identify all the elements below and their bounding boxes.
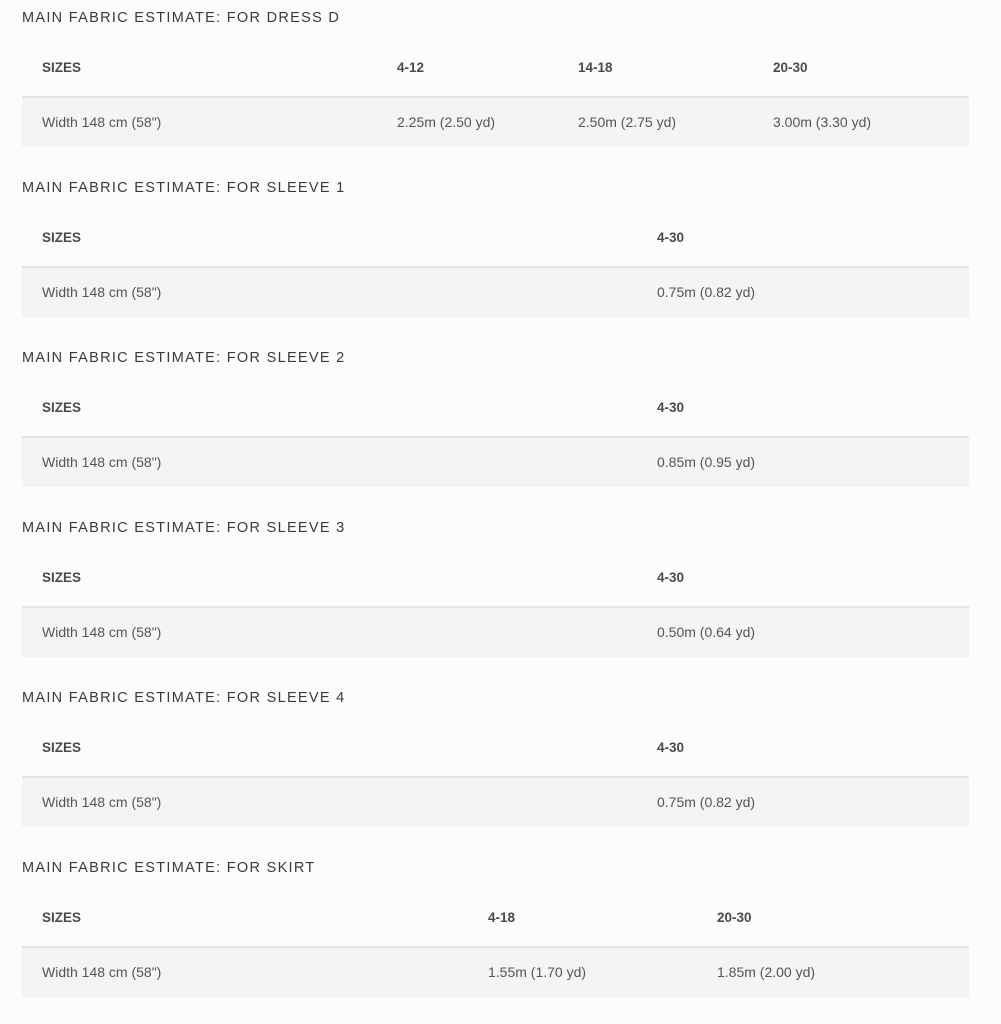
- section-title: MAIN FABRIC ESTIMATE: FOR DRESS D: [22, 10, 341, 26]
- fabric-table: [22, 210, 969, 317]
- table-header-row: [22, 550, 969, 608]
- section-title: MAIN FABRIC ESTIMATE: FOR SKIRT: [22, 860, 316, 876]
- table-row: [22, 268, 969, 317]
- section-title: MAIN FABRIC ESTIMATE: FOR SLEEVE 1: [22, 180, 346, 196]
- header-cell-sizes: SIZES: [42, 910, 82, 925]
- row-label-width: Width 148 cm (58"): [42, 284, 162, 300]
- table-header-row: [22, 40, 969, 98]
- section-title: MAIN FABRIC ESTIMATE: FOR SLEEVE 4: [22, 690, 346, 706]
- header-cell-size-range: 4-12: [397, 60, 425, 75]
- header-cell-size-range: 4-18: [488, 910, 516, 925]
- row-label-width: Width 148 cm (58"): [42, 794, 162, 810]
- fabric-table: [22, 40, 969, 147]
- fabric-amount: 1.55m (1.70 yd): [488, 964, 587, 980]
- fabric-amount: 2.25m (2.50 yd): [397, 114, 496, 130]
- header-cell-sizes: SIZES: [42, 570, 82, 585]
- header-cell-size-range: 14-18: [578, 60, 613, 75]
- header-cell-size-range: 20-30: [773, 60, 808, 75]
- table-row: [22, 438, 969, 487]
- table-header-row: [22, 210, 969, 268]
- header-cell-size-range: 4-30: [657, 400, 685, 415]
- table-row: [22, 98, 969, 147]
- fabric-table: [22, 720, 969, 827]
- table-row: [22, 778, 969, 827]
- section-title: MAIN FABRIC ESTIMATE: FOR SLEEVE 3: [22, 520, 346, 536]
- table-row: [22, 608, 969, 657]
- row-label-width: Width 148 cm (58"): [42, 964, 162, 980]
- header-cell-sizes: SIZES: [42, 230, 82, 245]
- table-header-row: [22, 720, 969, 778]
- fabric-table: [22, 890, 969, 997]
- header-cell-size-range: 4-30: [657, 230, 685, 245]
- fabric-amount: 0.50m (0.64 yd): [657, 624, 756, 640]
- row-label-width: Width 148 cm (58"): [42, 454, 162, 470]
- fabric-amount: 2.50m (2.75 yd): [578, 114, 677, 130]
- header-cell-size-range: 20-30: [717, 910, 752, 925]
- row-label-width: Width 148 cm (58"): [42, 114, 162, 130]
- header-cell-sizes: SIZES: [42, 60, 82, 75]
- table-row: [22, 948, 969, 997]
- row-label-width: Width 148 cm (58"): [42, 624, 162, 640]
- fabric-amount: 1.85m (2.00 yd): [717, 964, 816, 980]
- fabric-amount: 0.75m (0.82 yd): [657, 794, 756, 810]
- table-header-row: [22, 890, 969, 948]
- section-title: MAIN FABRIC ESTIMATE: FOR SLEEVE 2: [22, 350, 346, 366]
- header-cell-sizes: SIZES: [42, 740, 82, 755]
- fabric-amount: 0.85m (0.95 yd): [657, 454, 756, 470]
- fabric-amount: 3.00m (3.30 yd): [773, 114, 872, 130]
- header-cell-size-range: 4-30: [657, 570, 685, 585]
- table-header-row: [22, 380, 969, 438]
- fabric-table: [22, 550, 969, 657]
- fabric-table: [22, 380, 969, 487]
- header-cell-size-range: 4-30: [657, 740, 685, 755]
- fabric-amount: 0.75m (0.82 yd): [657, 284, 756, 300]
- header-cell-sizes: SIZES: [42, 400, 82, 415]
